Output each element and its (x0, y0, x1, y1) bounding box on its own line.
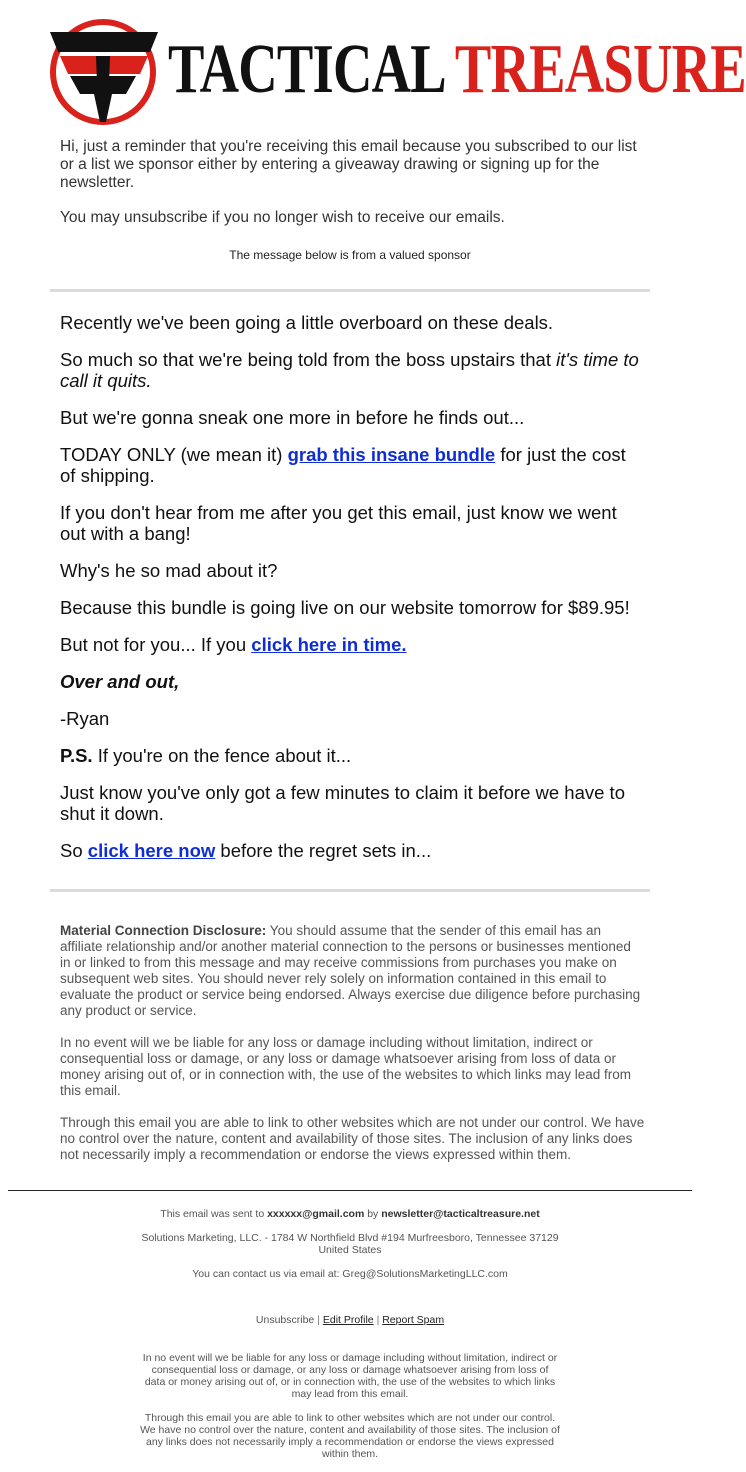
company-address: Solutions Marketing, LLC. - 1784 W Northfield Blvd #194 Murfreesboro, Tennessee 37129 United States (141, 1232, 559, 1256)
sent-prefix: This email was sent to (160, 1208, 268, 1220)
sent-to-line (140, 1208, 560, 1220)
body-p13 (60, 840, 645, 861)
link-separator: | (317, 1314, 320, 1326)
ps-text: If you're on the fence about it... (92, 745, 352, 766)
body-p13-text: So (60, 840, 88, 861)
body-p1: Recently we've been going a little overboard on these deals. (60, 312, 554, 333)
brand-word-tactical: TACTICAL (168, 31, 443, 108)
body-p7: Because this bundle is going live on our website tomorrow for $89.95! (60, 597, 630, 618)
recipient-email: xxxxxx@gmail.com (267, 1208, 365, 1220)
body-p8-text: But not for you... If you (60, 634, 252, 655)
brand-logo[interactable] (50, 8, 746, 128)
unsubscribe-link[interactable]: Unsubscribe (255, 1314, 315, 1326)
body-ps (60, 745, 645, 766)
grab-bundle-link[interactable]: grab this insane bundle (287, 444, 496, 465)
body-p5: If you don't hear from me after you get this email, just know we went out with a bang! (60, 502, 617, 544)
footer-divider (8, 1190, 692, 1191)
signoff-text: Over and out, (60, 671, 180, 692)
external-links-paragraph: Through this email you are able to link to other websites which are not under our control. We have no control over the nature, content and availability of those sites. The inclusion of any links does not necessarily imply a recommendation or endorse the views expressed within them. (60, 1115, 645, 1162)
body-p4-text: TODAY ONLY (we mean it) (60, 444, 288, 465)
body-p13-text-end: before the regret sets in... (215, 840, 432, 861)
disclaimer-section (60, 923, 645, 1179)
divider-top (50, 289, 650, 292)
contact-line: You can contact us via email at: Greg@SolutionsMarketingLLC.com (192, 1268, 508, 1280)
disclosure-heading: Material Connection Disclosure: (60, 923, 267, 938)
body-signature: -Ryan (60, 708, 110, 729)
intro-unsubscribe-note: You may unsubscribe if you no longer wish to receive our emails. (60, 209, 505, 226)
intro-reminder: Hi, just a reminder that you're receiving this email because you subscribed to our list or a list we sponsor either by entering a giveaway drawing or signing up for the newsletter. (60, 138, 637, 191)
email-footer (140, 1208, 560, 1472)
body-p4 (60, 444, 645, 486)
click-here-in-time-link[interactable]: click here in time. (251, 634, 407, 655)
liability-paragraph: In no event will we be liable for any loss or damage including without limitation, indirect or consequential loss or damage, or any loss or damage whatsoever arising from loss of data or money arising out of, or in connection with, the use of the websites to which links may lead from this email. (60, 1035, 632, 1098)
message-body (60, 312, 645, 877)
body-signoff (60, 671, 645, 692)
sender-email: newsletter@tacticaltreasure.net (381, 1208, 540, 1220)
body-p6: Why's he so mad about it? (60, 560, 278, 581)
brand-word-treasure: TREASURE (454, 31, 746, 108)
body-p4-text-end: for just the cost of shipping. (60, 444, 626, 486)
body-p2-text: So much so that we're being told from the boss upstairs that (60, 349, 557, 370)
disclosure-paragraph (60, 923, 645, 1019)
brand-wordmark (168, 31, 746, 108)
link-separator: | (376, 1314, 380, 1326)
divider-bottom (50, 889, 650, 892)
body-p2 (60, 349, 645, 391)
body-p12: Just know you've only got a few minutes to claim it before we have to shut it down. (60, 782, 625, 824)
body-p8 (60, 634, 645, 655)
footer-legal-liability: In no event will we be liable for any loss or damage including without limitation, indirect or consequential loss or damage, or any loss or damage whatsoever arising from loss of data or money arising out of, or in connection with, the use of the websites to which links may lead from this email. (142, 1352, 558, 1400)
sponsor-note: The message below is from a valued sponsor (229, 248, 471, 262)
intro-section (60, 138, 645, 244)
report-spam-link[interactable]: Report Spam (382, 1314, 445, 1326)
footer-legal-links: Through this email you are able to link to other websites which are not under our control. We have no control over the nature, content and availability of those sites. The inclusion of any links does not necessarily imply a recommendation or endorse the views expressed within them. (140, 1412, 560, 1460)
disclosure-text: You should assume that the sender of this email has an affiliate relationship and/or another material connection to the persons or businesses mentioned in or linked to from this message and may receive commissions from purchases you make on subsequent web sites. You should never rely solely on information contained in this email to evaluate the product or service being endorsed. Always exercise due diligence before purchasing any product or service. (60, 923, 641, 1018)
edit-profile-link[interactable]: Edit Profile (322, 1314, 374, 1326)
body-p3: But we're gonna sneak one more in before he finds out... (60, 407, 525, 428)
sent-by: by (364, 1208, 382, 1220)
body-p2-italic: it's time to call it quits. (60, 349, 639, 391)
footer-links (140, 1314, 560, 1326)
tactical-t-logo-icon (50, 12, 160, 127)
ps-label: P.S. (60, 745, 93, 766)
click-here-now-link[interactable]: click here now (87, 840, 216, 861)
